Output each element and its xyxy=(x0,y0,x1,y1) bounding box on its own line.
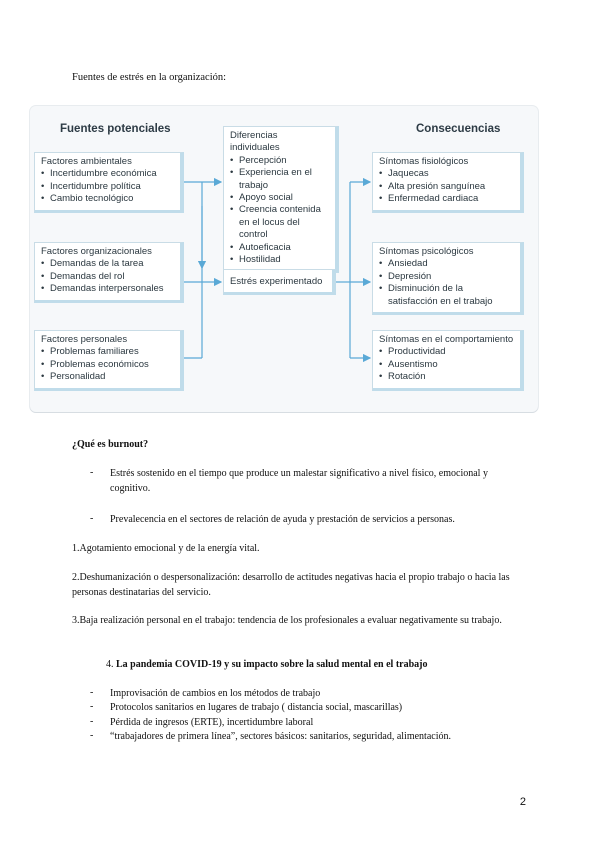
burnout-point-2: 2.Deshumanización o despersonalización: desarrollo de actitudes negativas hacia el propio trabajo o hacia las personas destinatarias del servicio. xyxy=(72,572,510,598)
list-item: • Experiencia en el trabajo xyxy=(230,167,329,192)
stress-sources-diagram xyxy=(30,106,538,412)
section-4-bullet-2: Protocolos sanitarios en lugares de trabajo ( distancia social, mascarillas) xyxy=(110,702,403,713)
list-item: • Apoyo social xyxy=(230,192,329,204)
list-item: • Rotación xyxy=(379,371,514,383)
burnout-point-1: 1.Agotamiento emocional y de la energía vital. xyxy=(72,543,260,554)
list-item: • Incertidumbre económica xyxy=(41,168,174,180)
list-item: • Hostilidad xyxy=(230,254,329,266)
box-title: Factores ambientales xyxy=(41,156,132,167)
section-number: 4. xyxy=(106,659,114,670)
list-item: • Creencia contenida en el locus del control xyxy=(230,204,329,241)
box-sintomas-fisiologicos xyxy=(372,152,524,213)
section-4-bullet-3: Pérdida de ingresos (ERTE), incertidumbre laboral xyxy=(110,717,314,728)
box-title: Síntomas psicológicos xyxy=(379,246,474,257)
list-item: • Demandas de la tarea xyxy=(41,258,174,270)
list-item: • Alta presión sanguínea xyxy=(379,181,514,193)
list-item: • Incertidumbre política xyxy=(41,181,174,193)
burnout-bullet-1: Estrés sostenido en el tiempo que produce un malestar significativo a nivel físico, emocional y cognitivo. xyxy=(110,468,488,494)
list-item: • Percepción xyxy=(230,155,329,167)
dash-bullet: - xyxy=(90,687,94,698)
list-item: • Jaquecas xyxy=(379,168,514,180)
list-item: • Depresión xyxy=(379,271,514,283)
figure-caption: Fuentes de estrés en la organización: xyxy=(72,72,227,83)
section-4-bullet-1: Improvisación de cambios en los métodos de trabajo xyxy=(110,688,321,699)
dash-bullet: - xyxy=(90,730,94,741)
section-4-bullet-4: “trabajadores de primera línea”, sectores básicos: sanitarios, seguridad, alimentación. xyxy=(110,731,451,742)
list-item: • Enfermedad cardiaca xyxy=(379,193,514,205)
box-title: Síntomas en el comportamiento xyxy=(379,334,514,345)
list-item: • Disminución de la satisfacción en el trabajo xyxy=(379,283,514,308)
header-consecuencias: Consecuencias xyxy=(416,123,501,135)
list-item: • Demandas del rol xyxy=(41,271,174,283)
section-title: La pandemia COVID-19 y su impacto sobre la salud mental en el trabajo xyxy=(116,659,428,670)
dash-bullet: - xyxy=(90,467,94,478)
box-title: Síntomas fisiológicos xyxy=(379,156,469,167)
box-title: Estrés experimentado xyxy=(230,276,323,287)
box-title: Factores personales xyxy=(41,334,128,345)
list-item: • Autoeficacia xyxy=(230,242,329,254)
box-sintomas-psicologicos xyxy=(372,242,524,315)
list-item: • Ansiedad xyxy=(379,258,514,270)
box-sintomas-comportamiento xyxy=(372,330,524,391)
page-number: 2 xyxy=(519,796,526,808)
dash-bullet: - xyxy=(90,701,94,712)
burnout-heading: ¿Qué es burnout? xyxy=(72,439,149,450)
list-item: • Personalidad xyxy=(41,371,174,383)
box-factores-organizacionales xyxy=(34,242,184,303)
burnout-point-3: 3.Baja realización personal en el trabajo: tendencia de los profesionales a evaluar negativamente su trabajo. xyxy=(72,615,502,626)
box-factores-ambientales xyxy=(34,152,184,213)
box-title: Factores organizacionales xyxy=(41,246,152,257)
box-diferencias-individuales xyxy=(223,126,339,273)
list-item: • Demandas interpersonales xyxy=(41,283,174,295)
box-title: Diferencias individuales xyxy=(230,130,280,154)
list-item: • Problemas económicos xyxy=(41,359,174,371)
list-item: • Problemas familiares xyxy=(41,346,174,358)
box-estres-experimentado xyxy=(223,269,336,295)
list-item: • Productividad xyxy=(379,346,514,358)
list-item: • Ausentismo xyxy=(379,359,514,371)
dash-bullet: - xyxy=(90,513,94,524)
burnout-bullet-2: Prevalecencia en el sectores de relación de ayuda y prestación de servicios a personas. xyxy=(110,514,455,525)
header-fuentes: Fuentes potenciales xyxy=(60,123,171,135)
list-item: • Cambio tecnológico xyxy=(41,193,174,205)
section-4-heading xyxy=(106,658,526,673)
box-factores-personales xyxy=(34,330,184,391)
dash-bullet: - xyxy=(90,716,94,727)
